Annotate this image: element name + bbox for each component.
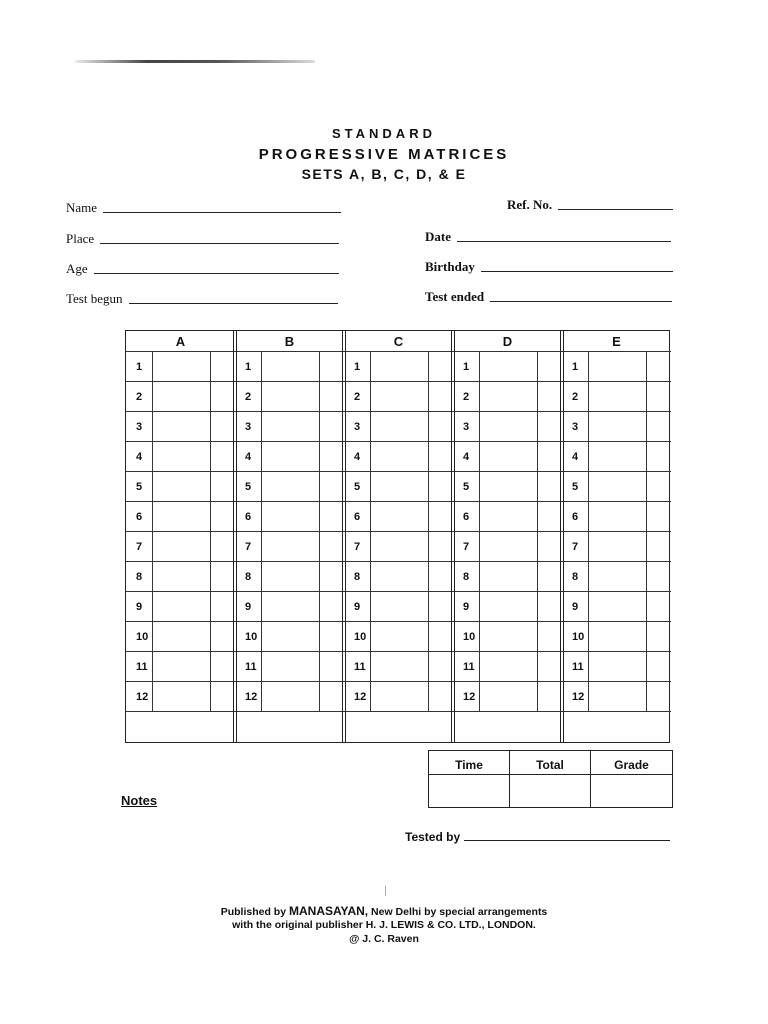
set-divider: [560, 331, 564, 742]
item-number: 4: [354, 451, 361, 463]
test-ended-line[interactable]: [490, 301, 672, 302]
answer-row[interactable]: [126, 411, 235, 441]
item-number: 6: [463, 511, 470, 523]
answer-row[interactable]: [344, 441, 453, 471]
place-line[interactable]: [100, 243, 339, 244]
answer-row[interactable]: [344, 651, 453, 681]
item-number: 3: [463, 421, 470, 433]
item-number: 2: [572, 391, 579, 403]
answer-row[interactable]: [453, 351, 562, 381]
test-begun-line[interactable]: [129, 303, 339, 304]
answer-row[interactable]: [235, 411, 344, 441]
answer-row[interactable]: [453, 561, 562, 591]
time-cell[interactable]: [429, 775, 510, 807]
answer-row[interactable]: [344, 591, 453, 621]
total-row-line: [453, 711, 562, 712]
total-cell[interactable]: [510, 775, 591, 807]
set-column-b: [235, 331, 344, 742]
total-row-line: [562, 711, 671, 712]
item-number: 5: [463, 481, 470, 493]
birthday-label: Birthday: [425, 259, 475, 274]
item-number: 11: [354, 661, 366, 673]
answer-row[interactable]: [235, 531, 344, 561]
item-number: 3: [245, 421, 252, 433]
tested-by-label: Tested by: [405, 830, 461, 844]
item-number: 8: [245, 571, 252, 583]
test-begun-field[interactable]: [66, 291, 338, 307]
age-field[interactable]: [66, 261, 339, 277]
item-number: 7: [572, 541, 579, 553]
item-number: 3: [354, 421, 361, 433]
time-header: Time: [429, 751, 510, 775]
footer-line-2: with the original publisher H. J. LEWIS & CO. LTD., LONDON.: [232, 919, 536, 931]
answer-row[interactable]: [235, 381, 344, 411]
item-number: 6: [354, 511, 361, 523]
set-divider: [342, 331, 346, 742]
grade-header: Grade: [591, 751, 672, 775]
answer-row[interactable]: [562, 531, 671, 561]
item-number: 4: [245, 451, 252, 463]
item-number: 6: [245, 511, 252, 523]
answer-row[interactable]: [126, 531, 235, 561]
item-number: 10: [245, 631, 258, 643]
item-number: 1: [245, 361, 252, 373]
item-number: 10: [463, 631, 476, 643]
place-label: Place: [66, 231, 95, 246]
item-number: 5: [354, 481, 361, 493]
answer-row[interactable]: [562, 351, 671, 381]
item-number: 10: [136, 631, 149, 643]
answer-row[interactable]: [126, 591, 235, 621]
test-ended-field[interactable]: [425, 289, 672, 305]
age-label: Age: [66, 261, 88, 276]
item-number: 8: [136, 571, 143, 583]
item-number: 10: [572, 631, 585, 643]
item-number: 4: [463, 451, 470, 463]
set-column-d: [453, 331, 562, 742]
age-line[interactable]: [94, 273, 339, 274]
answer-row[interactable]: [126, 681, 235, 711]
item-number: 4: [136, 451, 143, 463]
footer-line-3: @ J. C. Raven: [349, 933, 419, 945]
set-header-d: D: [502, 334, 513, 349]
answer-row[interactable]: [453, 501, 562, 531]
set-header-b: B: [284, 334, 295, 349]
item-number: 7: [354, 541, 361, 553]
notes-label: Notes: [121, 793, 158, 808]
scan-tick-mark: [385, 886, 386, 896]
answer-row[interactable]: [344, 411, 453, 441]
item-number: 8: [572, 571, 579, 583]
answer-row[interactable]: [562, 501, 671, 531]
name-field[interactable]: [66, 200, 341, 216]
answer-row[interactable]: [453, 621, 562, 651]
answer-row[interactable]: [235, 351, 344, 381]
answer-row[interactable]: [453, 381, 562, 411]
answer-row[interactable]: [235, 471, 344, 501]
answer-row[interactable]: [126, 501, 235, 531]
item-number: 1: [354, 361, 361, 373]
answer-row[interactable]: [344, 681, 453, 711]
item-number: 1: [463, 361, 470, 373]
item-number: 9: [463, 601, 470, 613]
score-table: [428, 750, 673, 808]
set-header-c: C: [393, 334, 404, 349]
ref-no-line[interactable]: [558, 209, 673, 210]
answer-row[interactable]: [344, 351, 453, 381]
item-number: 7: [463, 541, 470, 553]
name-line[interactable]: [103, 212, 341, 213]
set-header-e: E: [612, 334, 621, 349]
total-header: Total: [510, 751, 591, 775]
item-number: 3: [572, 421, 579, 433]
top-scan-mark: [75, 60, 315, 63]
test-ended-label: Test ended: [425, 289, 485, 304]
item-number: 11: [245, 661, 257, 673]
answer-row[interactable]: [344, 621, 453, 651]
answer-row[interactable]: [562, 471, 671, 501]
answer-row[interactable]: [453, 471, 562, 501]
answer-row[interactable]: [562, 591, 671, 621]
total-row-line: [126, 711, 235, 712]
answer-row[interactable]: [453, 441, 562, 471]
answer-row[interactable]: [562, 561, 671, 591]
total-row-line: [235, 711, 344, 712]
answer-row[interactable]: [344, 501, 453, 531]
name-label: Name: [66, 200, 98, 215]
item-number: 9: [572, 601, 579, 613]
item-number: 6: [572, 511, 579, 523]
answer-row[interactable]: [126, 471, 235, 501]
test-begun-label: Test begun: [66, 291, 123, 306]
answer-row[interactable]: [235, 441, 344, 471]
item-number: 12: [354, 691, 367, 703]
answer-row[interactable]: [126, 621, 235, 651]
birthday-line[interactable]: [481, 271, 673, 272]
item-number: 2: [245, 391, 252, 403]
item-number: 9: [136, 601, 143, 613]
item-number: 6: [136, 511, 143, 523]
answer-row[interactable]: [453, 531, 562, 561]
answer-row[interactable]: [344, 531, 453, 561]
answer-row[interactable]: [235, 621, 344, 651]
set-column-c: [344, 331, 453, 742]
item-number: 12: [136, 691, 149, 703]
answer-row[interactable]: [453, 411, 562, 441]
answer-row[interactable]: [126, 441, 235, 471]
item-number: 10: [354, 631, 367, 643]
item-number: 9: [245, 601, 252, 613]
answer-row[interactable]: [453, 681, 562, 711]
date-line[interactable]: [457, 241, 671, 242]
answer-row[interactable]: [235, 651, 344, 681]
item-number: 11: [572, 661, 584, 673]
set-divider: [451, 331, 455, 742]
item-number: 8: [354, 571, 361, 583]
date-label: Date: [425, 229, 451, 244]
item-number: 9: [354, 601, 361, 613]
item-number: 5: [245, 481, 252, 493]
place-field[interactable]: [66, 231, 339, 247]
footer-publisher: MANASAYAN,: [288, 904, 369, 918]
tested-by-line[interactable]: [464, 840, 670, 841]
item-number: 1: [572, 361, 579, 373]
item-number: 12: [572, 691, 585, 703]
answer-row[interactable]: [235, 681, 344, 711]
answer-row[interactable]: [235, 501, 344, 531]
title-sets: SETS A, B, C, D, & E: [301, 166, 467, 182]
item-number: 4: [572, 451, 579, 463]
item-number: 2: [136, 391, 143, 403]
total-row-line: [344, 711, 453, 712]
item-number: 12: [463, 691, 476, 703]
answer-row[interactable]: [453, 591, 562, 621]
title-progressive-matrices: PROGRESSIVE MATRICES: [258, 146, 510, 163]
answer-row[interactable]: [235, 561, 344, 591]
answer-row[interactable]: [562, 621, 671, 651]
answer-row[interactable]: [235, 591, 344, 621]
answer-row[interactable]: [562, 441, 671, 471]
item-number: 7: [136, 541, 143, 553]
title-standard: STANDARD: [332, 126, 436, 141]
answer-row[interactable]: [344, 381, 453, 411]
birthday-field[interactable]: [425, 259, 673, 275]
answer-row[interactable]: [344, 471, 453, 501]
answer-row[interactable]: [126, 651, 235, 681]
date-field[interactable]: [425, 229, 671, 245]
set-divider: [233, 331, 237, 742]
grade-cell[interactable]: [591, 775, 672, 807]
set-column-a: [126, 331, 235, 742]
item-number: 8: [463, 571, 470, 583]
tested-by-field[interactable]: [405, 830, 670, 844]
set-column-e: [562, 331, 671, 742]
item-number: 7: [245, 541, 252, 553]
answer-row[interactable]: [126, 381, 235, 411]
answer-row[interactable]: [562, 681, 671, 711]
footer-pub-suffix: New Delhi by special arrangements: [368, 906, 548, 918]
answer-grid: [125, 330, 670, 743]
answer-row[interactable]: [562, 381, 671, 411]
footer-pub-prefix: Published by: [220, 906, 289, 918]
answer-row[interactable]: [126, 351, 235, 381]
item-number: 3: [136, 421, 143, 433]
answer-row[interactable]: [453, 651, 562, 681]
item-number: 12: [245, 691, 258, 703]
ref-no-field[interactable]: [507, 197, 673, 213]
answer-row[interactable]: [126, 561, 235, 591]
item-number: 11: [463, 661, 475, 673]
set-header-a: A: [175, 334, 186, 349]
item-number: 5: [572, 481, 579, 493]
answer-row[interactable]: [562, 651, 671, 681]
ref-no-label: Ref. No.: [507, 197, 553, 212]
item-number: 5: [136, 481, 143, 493]
item-number: 1: [136, 361, 143, 373]
answer-row[interactable]: [562, 411, 671, 441]
item-number: 11: [136, 661, 148, 673]
answer-row[interactable]: [344, 561, 453, 591]
item-number: 2: [354, 391, 361, 403]
item-number: 2: [463, 391, 470, 403]
footer-line-1: [0, 904, 768, 918]
